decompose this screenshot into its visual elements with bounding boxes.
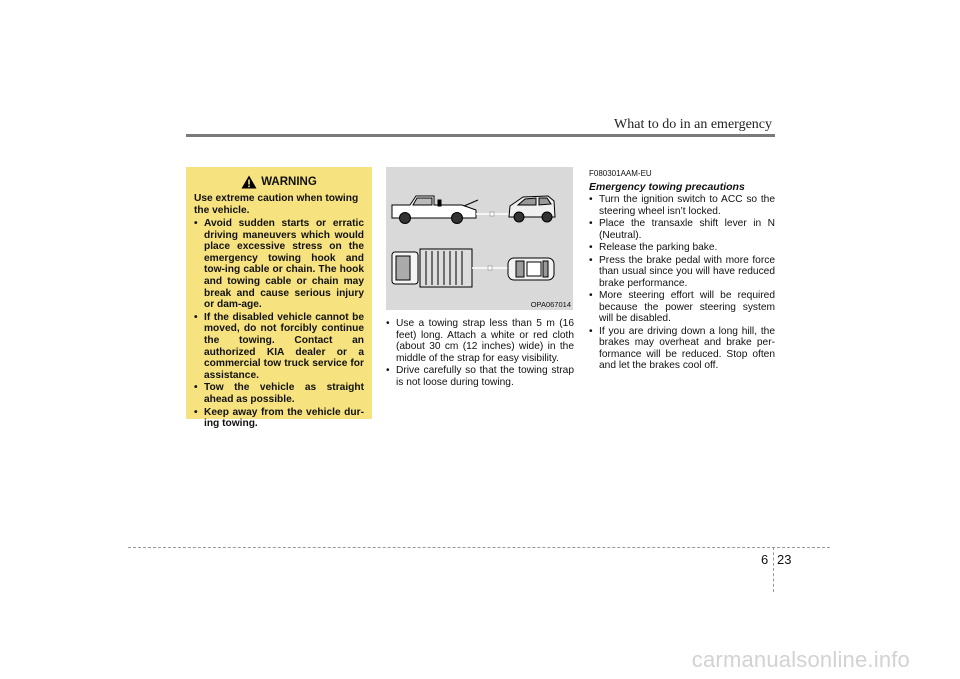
list-item: • More steering effort will be required because the power steering system will be disabled. [589, 290, 775, 325]
warning-item: • Tow the vehicle as straight ahead as possible. [194, 382, 364, 405]
header-rule [186, 134, 775, 137]
list-item: • Place the transaxle shift lever in N (Neutral). [589, 218, 775, 241]
section-code: F080301AAM-EU [589, 169, 652, 178]
tow-truck-wheel [452, 213, 463, 224]
section-title: Emergency towing precautions [589, 181, 745, 193]
list-item: • If you are driving down a long hill, the brakes may overheat and brake per-formance will be reduced. Stop often and let the brakes cool off. [589, 326, 775, 372]
tow-truck-wheel [400, 213, 411, 224]
warning-heading [194, 175, 364, 189]
warning-list [194, 218, 364, 430]
list-item: • Press the brake pedal with more force than usual since you will have reduced brake performance. [589, 255, 775, 290]
warning-item: • Avoid sudden starts or erratic driving maneuvers which would place excessive stress on the emergency towing hook and tow-ing cable or chain. The hook and towing cable or chain may break and cause serious injury or dam-age. [194, 218, 364, 311]
page-divider [773, 547, 774, 592]
towed-car-wheel [514, 212, 524, 222]
warning-item: • Keep away from the vehicle dur-ing towing. [194, 407, 364, 430]
warning-intro: Use extreme caution when towing the vehicle. [194, 193, 359, 216]
list-item: • Turn the ignition switch to ACC so the steering wheel isn’t locked. [589, 194, 775, 217]
footer-rule [128, 547, 830, 548]
chapter-number: 6 [761, 552, 769, 567]
warning-item: • If the disabled vehicle cannot be moved, do not forcibly continue the towing. Contact an authorized KIA dealer or a commercial tow truck service for assistance. [194, 312, 364, 382]
warning-title: WARNING [261, 176, 317, 188]
towing-illustration [386, 167, 573, 310]
precautions-list [589, 194, 775, 372]
list-item: • Drive carefully so that the towing strap is not loose during towing. [386, 365, 574, 388]
towing-tips-list [386, 318, 574, 388]
watermark: carmanualsonline.info [691, 647, 910, 672]
warning-box [186, 167, 372, 430]
page-header-title: What to do in an emergency [614, 117, 772, 132]
towed-car-wheel [542, 212, 552, 222]
list-item: • Use a towing strap less than 5 m (16 feet) long. Attach a white or red cloth (about 30 cm (12 inches) wide) in the middle of the strap for easy visibility. [386, 318, 574, 364]
tow-truck-top [392, 249, 472, 287]
figure-code: OPA067014 [530, 300, 571, 309]
towed-car-top [508, 258, 554, 280]
middle-column [386, 318, 574, 389]
warning-triangle-icon [241, 175, 257, 189]
tow-diagram [386, 167, 573, 310]
strap-cloth-marker-top [488, 266, 492, 270]
right-column [589, 167, 775, 373]
strap-cloth-marker [490, 212, 494, 216]
page-number: 23 [777, 552, 792, 567]
list-item: • Release the parking bake. [589, 242, 775, 254]
